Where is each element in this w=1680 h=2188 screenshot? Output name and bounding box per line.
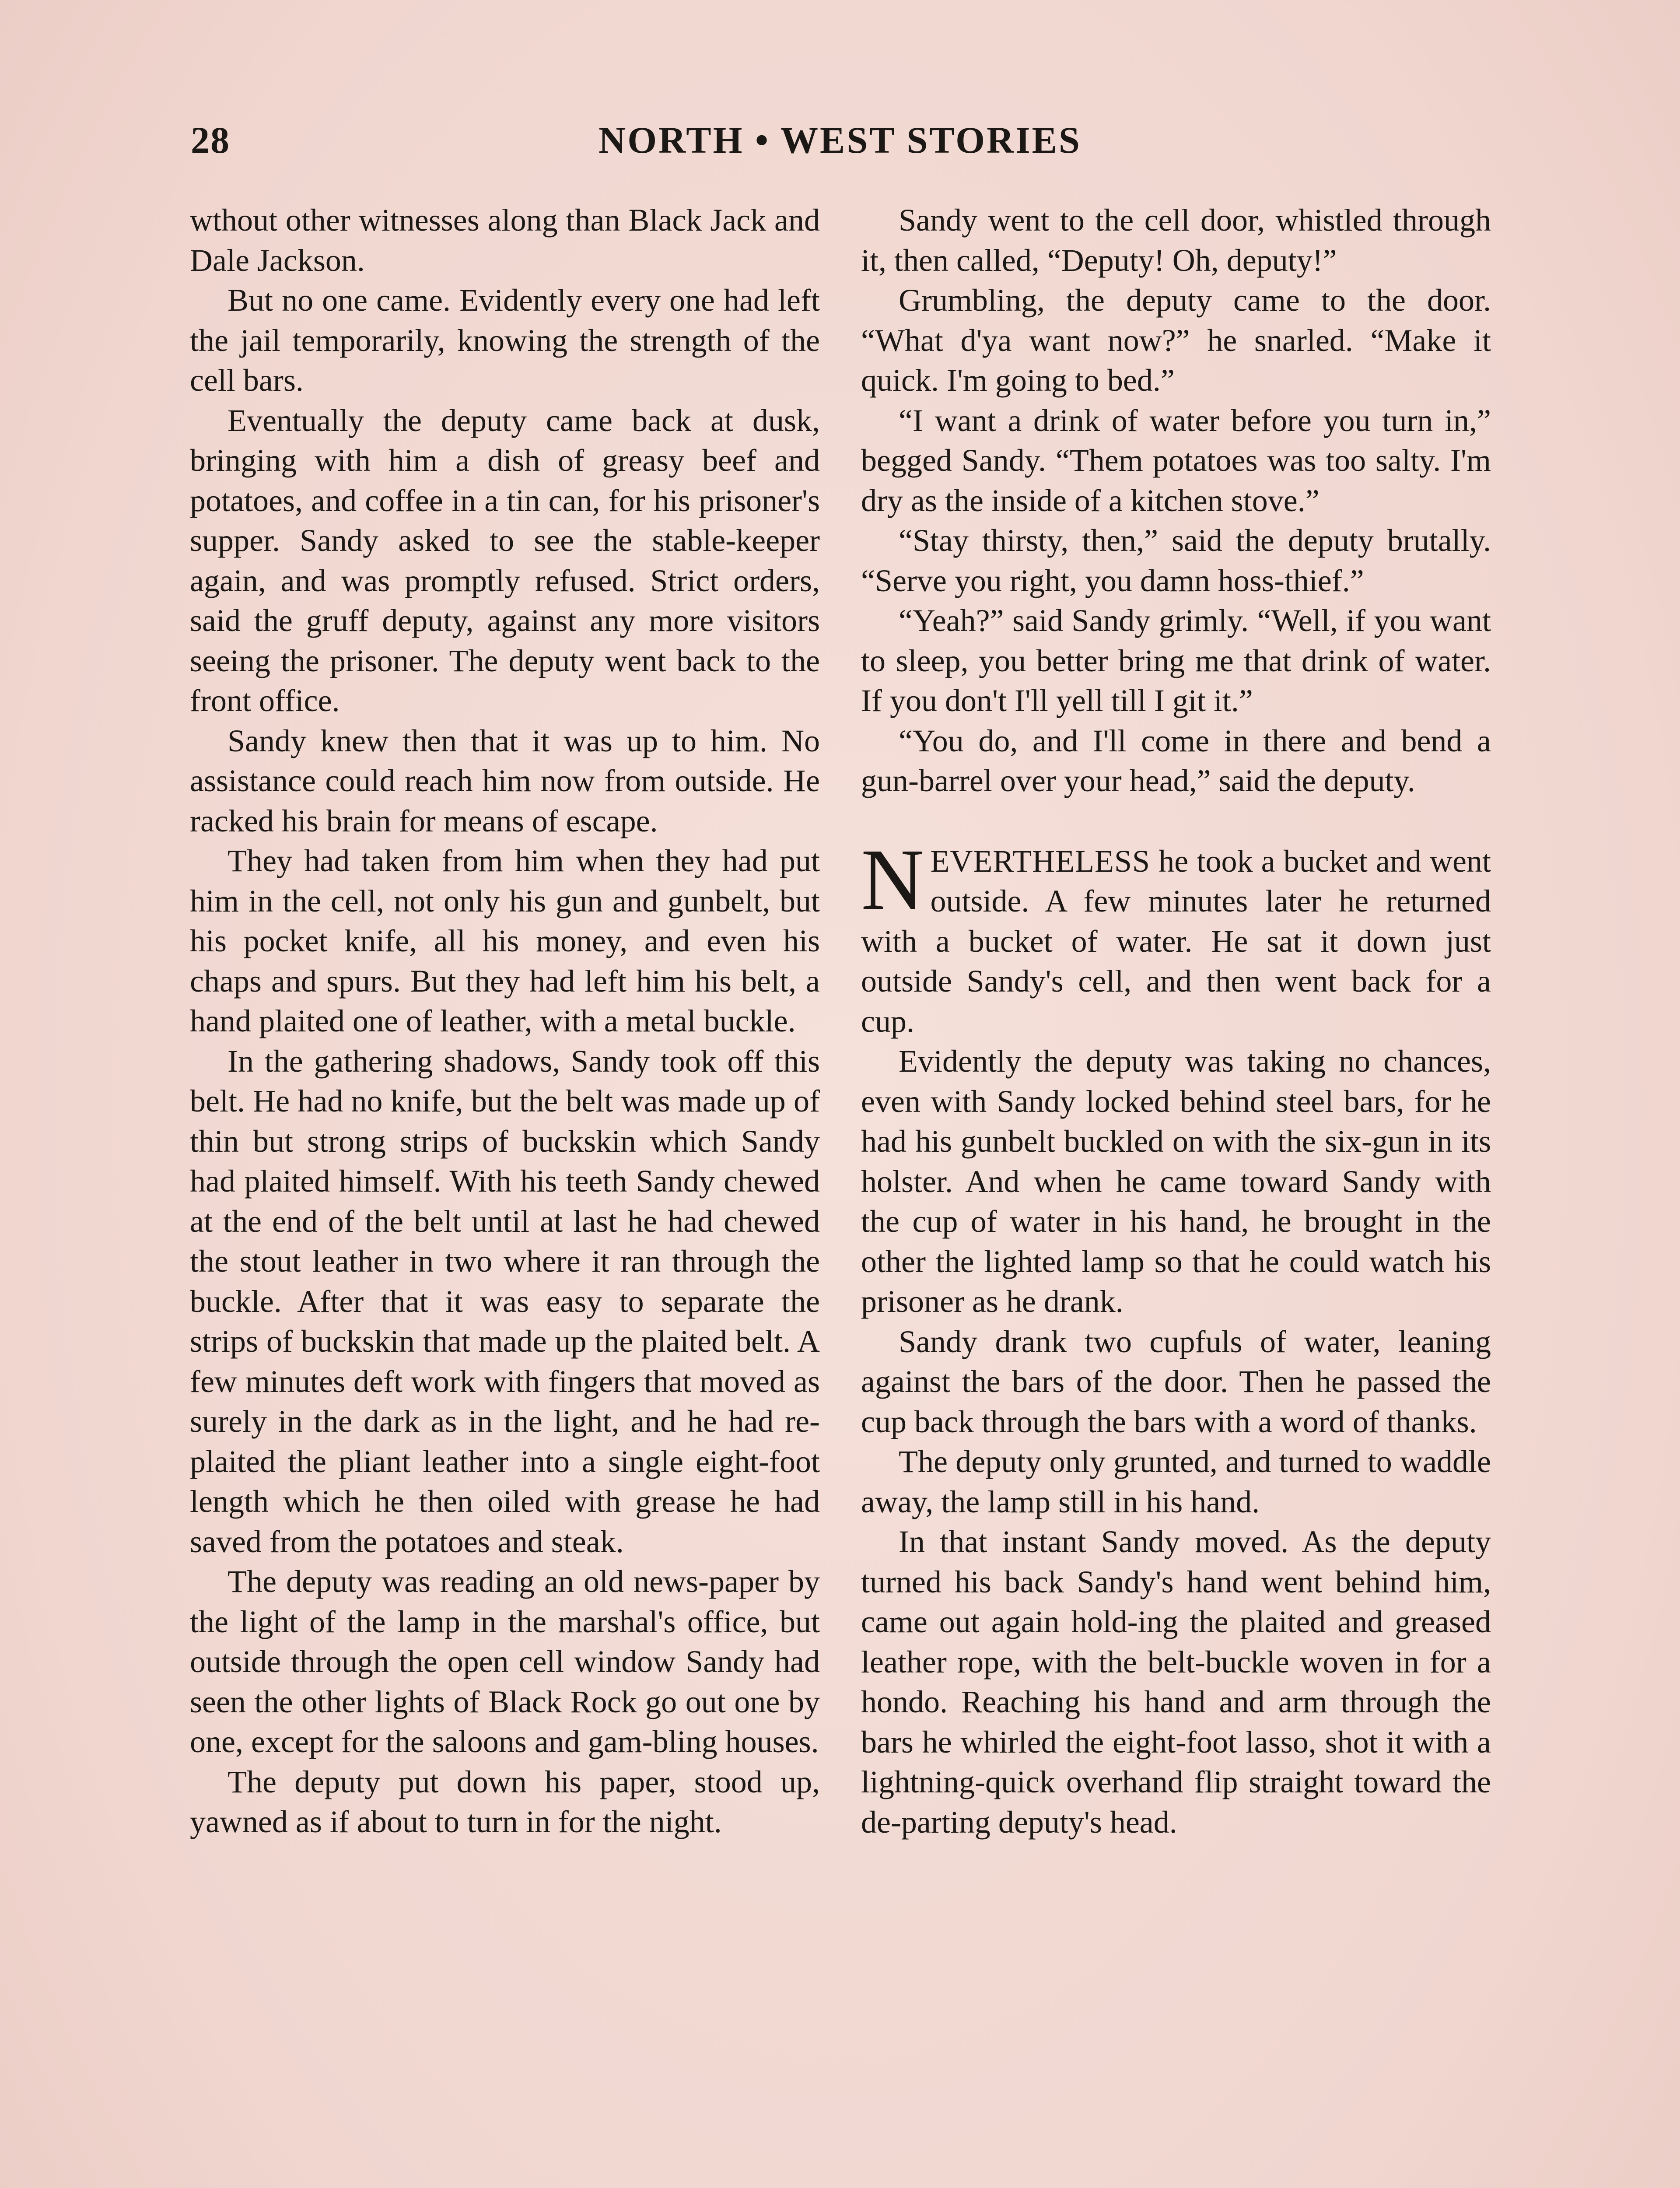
paragraph: In the gathering shadows, Sandy took off this belt. He had no knife, but the belt was made up of thin but strong strips of buckskin which Sandy had plaited himself. With his teeth Sandy chewed at the end of the belt until at last he had chewed the stout leather in two where it ran through the buckle. After that it was easy to separate the strips of buckskin that made up the plaited belt. A few minutes deft work with fingers that moved as surely in the dark as in the light, and he had re-plaited the pliant leather into a single eight-foot length which he then oiled with grease he had saved from the potatoes and steak.	[190, 1043, 820, 1559]
paragraph: “Yeah?” said Sandy grimly. “Well, if you want to sleep, you better bring me that drink of water. If you don't I'll yell till I git it.”	[861, 603, 1491, 718]
paragraph: In that instant Sandy moved. As the deputy turned his back Sandy's hand went behind him, came out again hold-ing the plaited and greased leather rope, with the belt-buckle woven in for a hondo. Reaching his hand and arm through the bars he whirled the eight-foot lasso, shot it with a lightning-quick overhand flip straight toward the de-parting deputy's head.	[861, 1524, 1491, 1840]
small-caps-lead: EVERTHELESS	[930, 843, 1151, 879]
paragraph: Grumbling, the deputy came to the door. “What d'ya want now?” he snarled. “Make it quick. I'm going to bed.”	[861, 283, 1491, 398]
paragraph: Sandy went to the cell door, whistled through it, then called, “Deputy! Oh, deputy!”	[861, 203, 1491, 278]
page-header	[184, 118, 1496, 166]
paragraph: But no one came. Evidently every one had left the jail temporarily, knowing the strength of the cell bars.	[190, 283, 820, 398]
paragraph: “You do, and I'll come in there and bend a gun-barrel over your head,” said the deputy.	[861, 723, 1491, 798]
paragraph: wthout other witnesses along than Black Jack and Dale Jackson.	[190, 203, 820, 278]
running-title: NORTH • WEST STORIES	[598, 119, 1082, 161]
paragraph: The deputy only grunted, and turned to waddle away, the lamp still in his hand.	[861, 1444, 1491, 1519]
paragraph: Eventually the deputy came back at dusk, bringing with him a dish of greasy beef and potatoes, and coffee in a tin can, for his prisoner's supper. Sandy asked to see the stable-keeper again, and was promptly refused. Strict orders, said the gruff deputy, against any more visitors seeing the prisoner. The deputy went back to the front office.	[190, 403, 820, 718]
paragraph: “Stay thirsty, then,” said the deputy brutally. “Serve you right, you damn hoss-thief.”	[861, 523, 1491, 598]
drop-cap: N	[861, 831, 924, 928]
left-column	[190, 200, 820, 1842]
paragraph: The deputy was reading an old news-paper by the light of the lamp in the marshal's office, but outside through the open cell window Sandy had seen the other lights of Black Rock go out one by one, except for the saloons and gam-bling houses.	[190, 1564, 820, 1759]
paragraph-text: he took a bucket and went outside. A few minutes later he returned with a bucket of water. He sat it down just outside Sandy's cell, and then went back for a cup.	[861, 843, 1491, 1039]
paragraph: “I want a drink of water before you turn in,” begged Sandy. “Them potatoes was too salty. I'm dry as the inside of a kitchen stove.”	[861, 403, 1491, 518]
paragraph: The deputy put down his paper, stood up, yawned as if about to turn in for the night.	[190, 1764, 820, 1839]
paragraph: Evidently the deputy was taking no chances, even with Sandy locked behind steel bars, for he had his gunbelt buckled on with the six-gun in its holster. And when he came toward Sandy with the cup of water in his hand, he brought in the other the lighted lamp so that he could watch his prisoner as he drank.	[861, 1044, 1491, 1319]
paragraph: Sandy knew then that it was up to him. No assistance could reach him now from outside. He racked his brain for means of escape.	[190, 723, 820, 838]
paragraph: They had taken from him when they had put him in the cell, not only his gun and gunbelt, but his pocket knife, all his money, and even his chaps and spurs. But they had left him his belt, a hand plaited one of leather, with a metal buckle.	[190, 843, 820, 1038]
right-column	[861, 200, 1491, 1842]
section-opening-paragraph	[861, 831, 1491, 1042]
page-number: 28	[191, 119, 230, 161]
paragraph: Sandy drank two cupfuls of water, leaning against the bars of the door. Then he passed the cup back through the bars with a word of thanks.	[861, 1324, 1491, 1439]
